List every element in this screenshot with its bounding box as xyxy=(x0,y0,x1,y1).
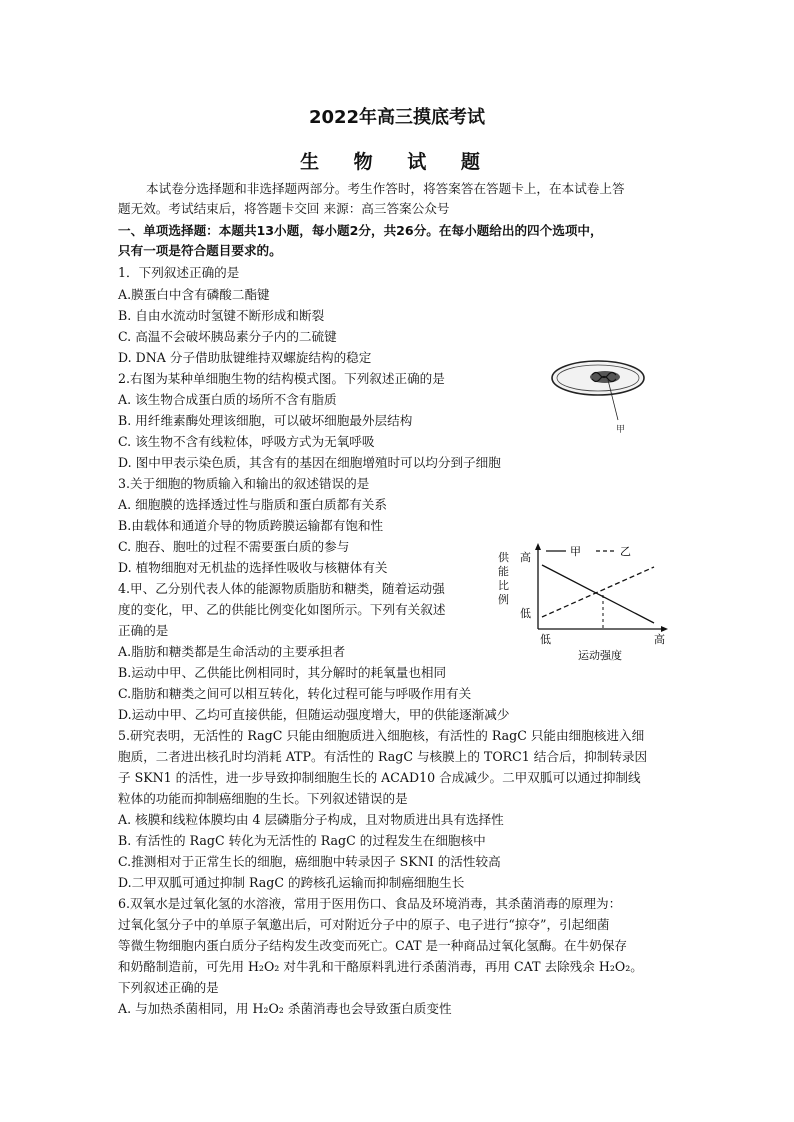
section-heading: 一、单项选择题：本题共13小题，每小题2分，共26分。在每小题给出的四个选项中， xyxy=(118,223,603,238)
text-line: 和奶酪制造前，可先用 H₂O₂ 对牛乳和干酪原料乳进行杀菌消毒，再用 CAT 去除残余 H₂O₂。 xyxy=(118,959,643,974)
text-line: 6.双氧水是过氧化氢的水溶液，常用于医用伤口、食品及环境消毒，其杀菌消毒的原理为： xyxy=(118,896,622,911)
text-line: A. 该生物合成蛋白质的场所不含有脂质 xyxy=(118,392,337,407)
text-line: C. 该生物不含有线粒体，呼吸方式为无氧呼吸 xyxy=(118,434,375,449)
text-line: 度的变化，甲、乙的供能比例变化如图所示。下列有关叙述 xyxy=(118,602,446,617)
text-line: 等微生物细胞内蛋白质分子结构发生改变而死亡。CAT 是一种商品过氧化氢酶。在牛奶保存 xyxy=(118,938,628,953)
energy-ratio-graph xyxy=(496,541,672,663)
text-line: D.运动中甲、乙均可直接供能，但随运动强度增大，甲的供能逐渐减少 xyxy=(118,707,510,722)
text-line: C. 高温不会破坏胰岛素分子内的二硫键 xyxy=(118,329,337,344)
y-high-label: 高 xyxy=(520,551,531,564)
exam-title: 2022年高三摸底考试 xyxy=(308,107,486,128)
ylabel-char: 例 xyxy=(498,593,509,606)
text-line: A. 细胞膜的选择透过性与脂质和蛋白质都有关系 xyxy=(118,497,387,512)
text-line: 5.研究表明，无活性的 RagC 只能由细胞质进入细胞核，有活性的 RagC 只能由细胞核进入细 xyxy=(118,728,645,743)
text-line: A. 核膜和线粒体膜均由 4 层磷脂分子构成，且对物质进出具有选择性 xyxy=(118,812,504,827)
text-line: B. 有活性的 RagC 转化为无活性的 RagC 的过程发生在细胞核中 xyxy=(118,833,486,848)
text-line: B.运动中甲、乙供能比例相同时，其分解时的耗氧量也相同 xyxy=(118,665,447,680)
x-axis-title: 运动强度 xyxy=(578,649,622,662)
cell-label: 甲 xyxy=(616,425,626,435)
text-line: D. DNA 分子借助肽键维持双螺旋结构的稳定 xyxy=(118,350,372,365)
subject-title: 生 物 试 题 xyxy=(300,151,494,173)
text-line: C.脂肪和糖类之间可以相互转化，转化过程可能与呼吸作用有关 xyxy=(118,686,472,701)
cell-structure-figure xyxy=(544,356,654,436)
ylabel-char: 供 xyxy=(498,551,509,564)
nucleoid-region xyxy=(590,371,620,383)
legend-a-label: 甲 xyxy=(570,545,581,558)
y-axis-label xyxy=(498,550,510,606)
x-axis-arrow xyxy=(661,626,668,632)
text-line: D. 植物细胞对无机盐的选择性吸收与核糖体有关 xyxy=(118,560,388,575)
text-line: 胞质，二者进出核孔时均消耗 ATP。有活性的 RagC 与核膜上的 TORC1 结合后，抑制转录因 xyxy=(118,749,648,764)
ylabel-char: 能 xyxy=(498,565,509,578)
text-line: 子 SKN1 的活性，进一步导致抑制细胞生长的 ACAD10 合成减少。二甲双胍可以通过抑制线 xyxy=(118,770,641,785)
intro-line: 本试卷分选择题和非选择题两部分。考生作答时，将答案答在答题卡上，在本试卷上答 xyxy=(146,181,625,196)
text-line: B.由载体和通道介导的物质跨膜运输都有饱和性 xyxy=(118,518,384,533)
text-line: B. 用纤维素酶处理该细胞，可以破坏细胞最外层结构 xyxy=(118,413,413,428)
text-line: D.二甲双胍可通过抑制 RagC 的跨核孔运输而抑制癌细胞生长 xyxy=(118,875,465,890)
text-line: B. 自由水流动时氢键不断形成和断裂 xyxy=(118,308,325,323)
text-line: 正确的是 xyxy=(118,623,169,638)
series-a-line xyxy=(542,565,654,623)
y-low-label: 低 xyxy=(520,607,531,620)
intro-line: 题无效。考试结束后，将答题卡交回 来源：高三答案公众号 xyxy=(118,201,450,216)
x-low-label: 低 xyxy=(540,633,551,646)
x-high-label: 高 xyxy=(654,633,665,646)
text-line: 下列叙述正确的是 xyxy=(118,980,219,995)
text-line: A.膜蛋白中含有磷酸二酯键 xyxy=(118,287,270,302)
text-line: 1．下列叙述正确的是 xyxy=(118,265,240,280)
text-line: 4.甲、乙分别代表人体的能源物质脂肪和糖类，随着运动强 xyxy=(118,581,445,596)
series-b-line xyxy=(542,567,654,617)
y-axis-arrow xyxy=(535,543,541,550)
legend-b-label: 乙 xyxy=(620,545,631,558)
text-line: 粒体的功能而抑制癌细胞的生长。下列叙述错误的是 xyxy=(118,791,408,806)
text-line: C.推测相对于正常生长的细胞，癌细胞中转录因子 SKNI 的活性较高 xyxy=(118,854,501,869)
text-line: A.脂肪和糖类都是生命活动的主要承担者 xyxy=(118,644,346,659)
text-line: C. 胞吞、胞吐的过程不需要蛋白质的参与 xyxy=(118,539,350,554)
text-line: D. 图中甲表示染色质，其含有的基因在细胞增殖时可以均分到子细胞 xyxy=(118,455,501,470)
text-line: A. 与加热杀菌相同，用 H₂O₂ 杀菌消毒也会导致蛋白质变性 xyxy=(118,1001,452,1016)
text-line: 3.关于细胞的物质输入和输出的叙述错误的是 xyxy=(118,476,370,491)
text-line: 过氧化氢分子中的单原子氧邀出后，可对附近分子中的原子、电子进行“掠夺”，引起细菌 xyxy=(118,917,610,932)
legend xyxy=(546,545,631,558)
section-heading: 只有一项是符合题目要求的。 xyxy=(118,243,282,258)
text-line: 2.右图为某种单细胞生物的结构模式图。下列叙述正确的是 xyxy=(118,371,445,386)
ylabel-char: 比 xyxy=(498,579,509,592)
